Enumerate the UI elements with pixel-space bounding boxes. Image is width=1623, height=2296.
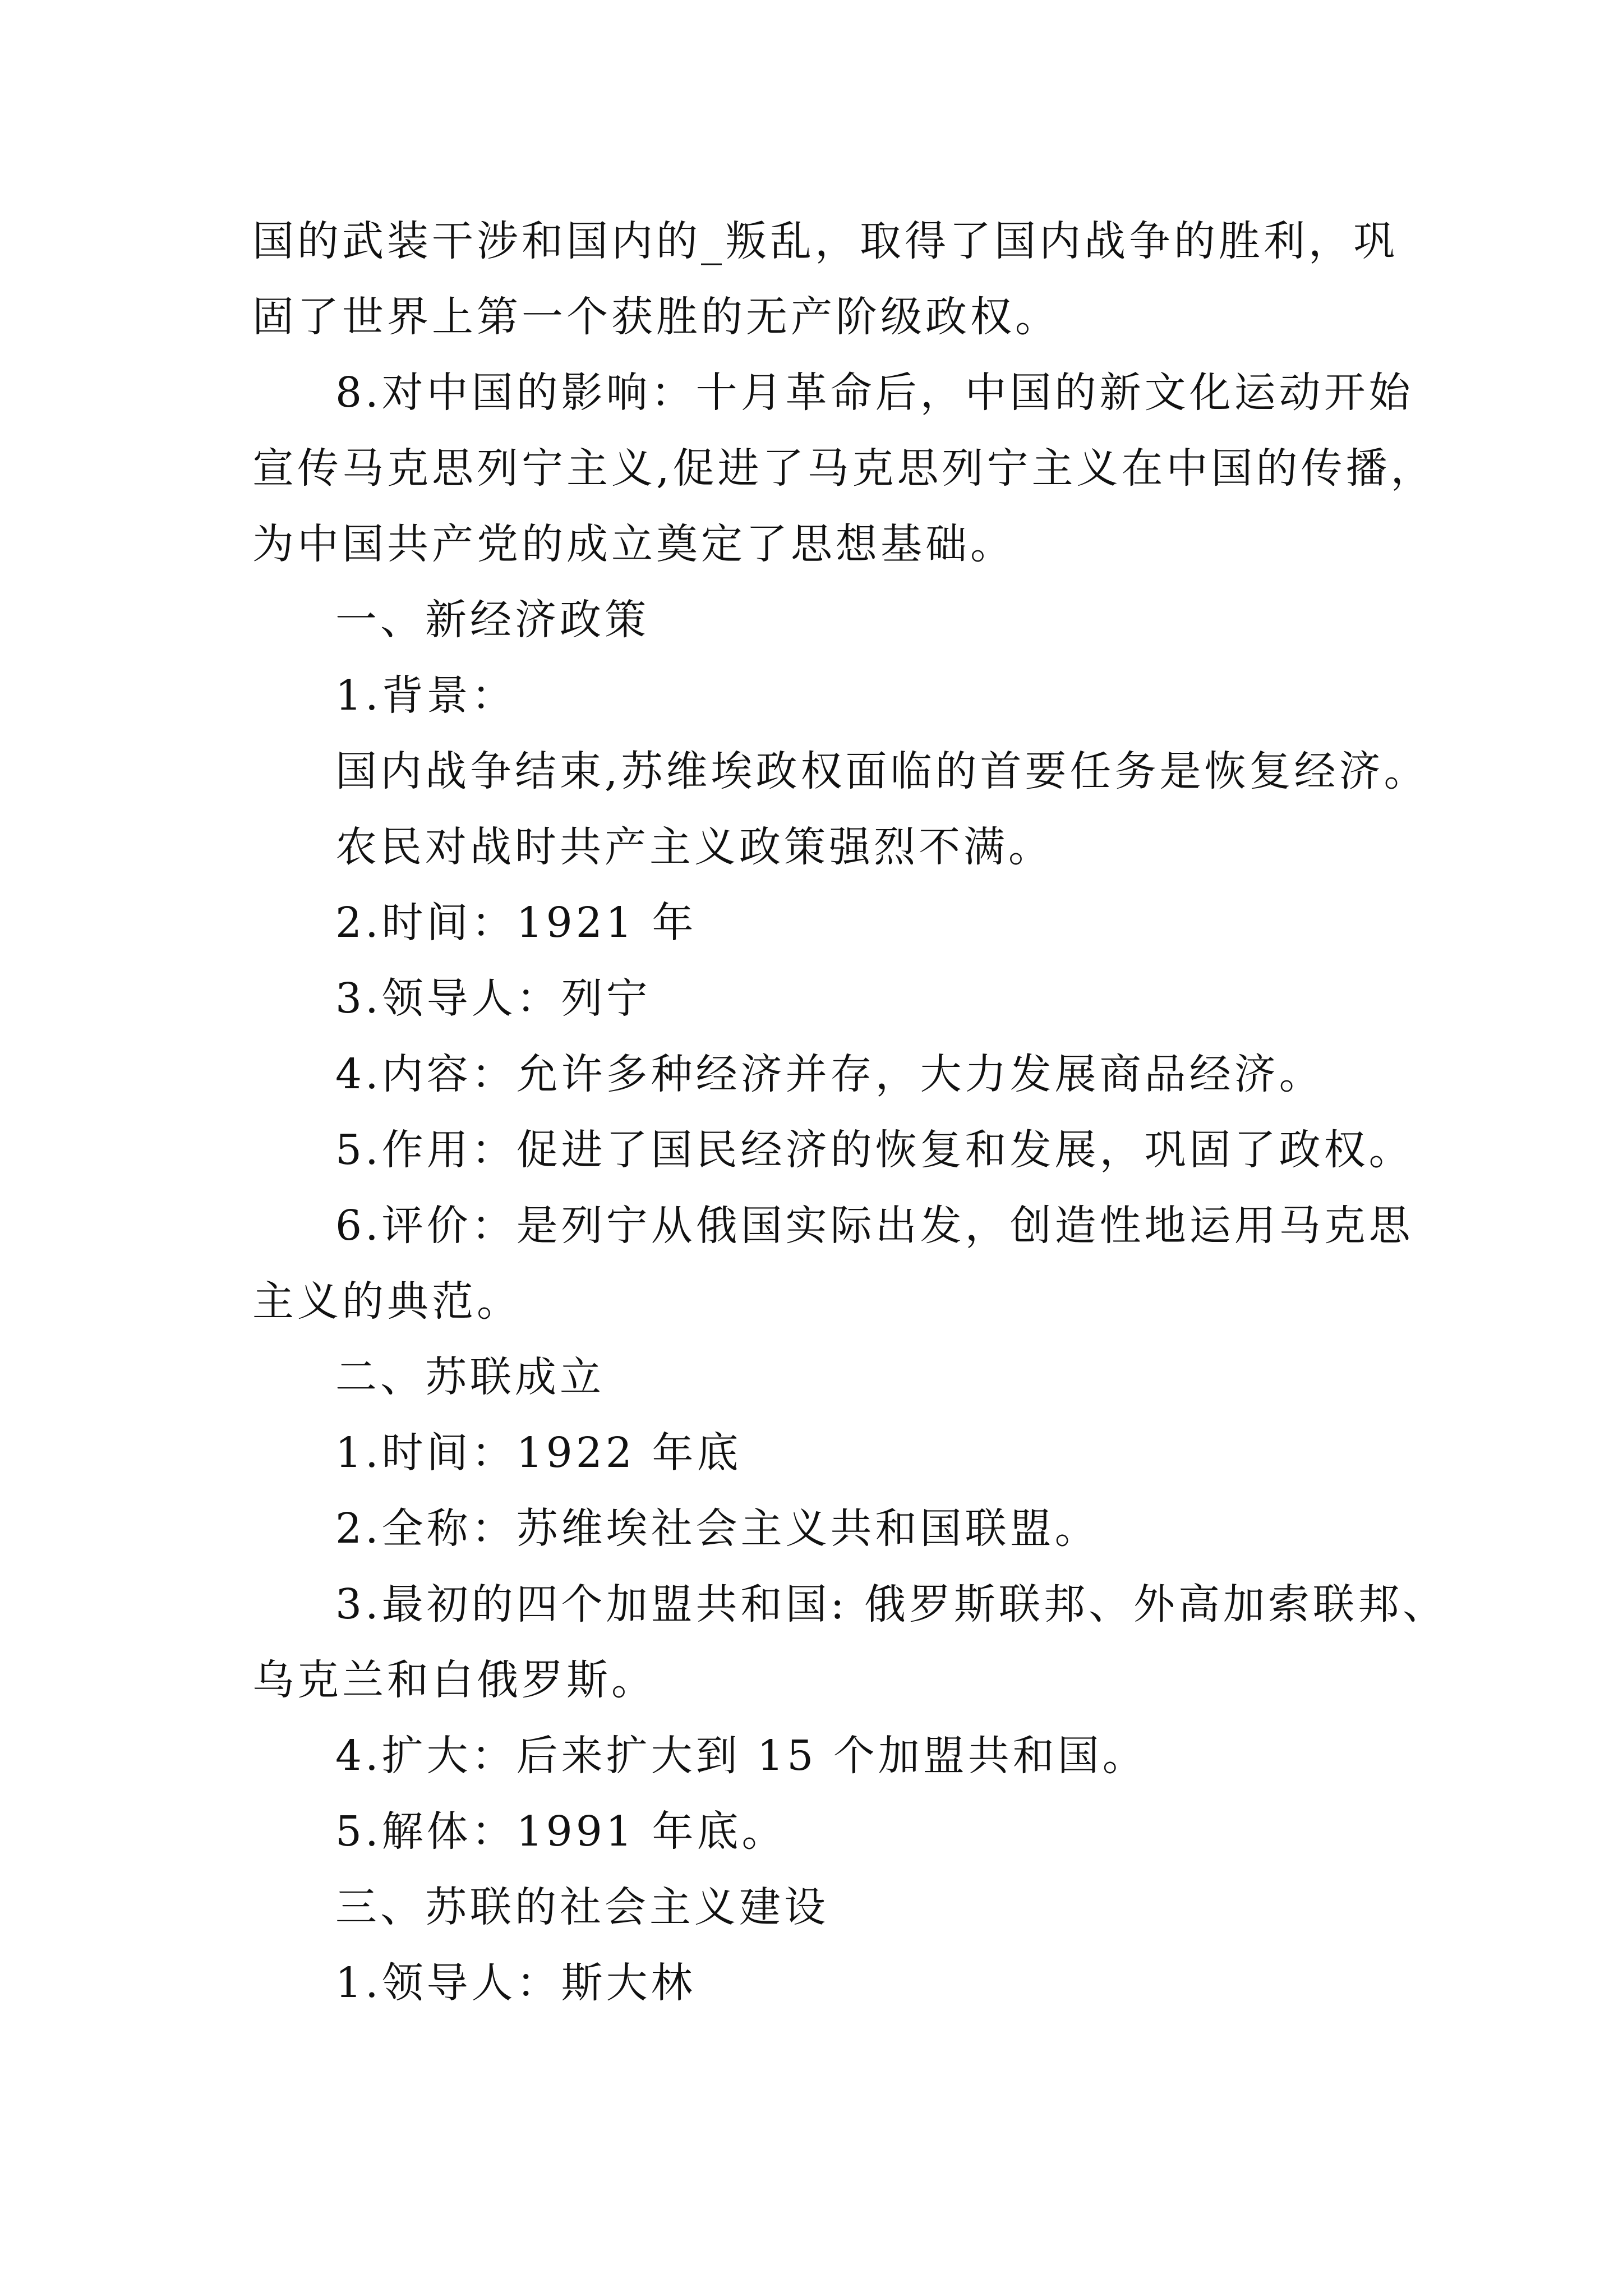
text-line: 1.背景： <box>335 671 517 720</box>
text-line: 农民对战时共产主义政策强烈不满。 <box>335 823 1053 871</box>
text-line: 5.解体：1991 年底。 <box>335 1807 787 1856</box>
section-heading: 一、新经济政策 <box>335 596 649 644</box>
text-line: 1.时间：1922 年底 <box>335 1429 742 1477</box>
text-line: 4.扩大：后来扩大到 15 个加盟共和国。 <box>335 1732 1147 1780</box>
text-line: 乌克兰和白俄罗斯。 <box>252 1656 656 1704</box>
text-line: 6.评价：是列宁从俄国实际出发，创造性地运用马克思 <box>335 1202 1414 1250</box>
section-heading: 二、苏联成立 <box>335 1353 605 1401</box>
text-line: 4.内容：允许多种经济并存，大力发展商品经济。 <box>335 1050 1324 1098</box>
section-heading: 三、苏联的社会主义建设 <box>335 1883 829 1931</box>
text-line: 主义的典范。 <box>252 1277 522 1326</box>
text-line: 5.作用：促进了国民经济的恢复和发展，巩固了政权。 <box>335 1126 1414 1174</box>
text-line: 1.领导人：斯大林 <box>335 1959 696 2007</box>
text-line: 2.全称：苏维埃社会主义共和国联盟。 <box>335 1504 1100 1553</box>
text-line: 2.时间：1921 年 <box>335 899 697 947</box>
text-line: 国的武装干涉和国内的_叛乱，取得了国内战争的胜利，巩 <box>252 217 1398 265</box>
text-line: 3.领导人：列宁 <box>335 974 651 1023</box>
text-line: 为中国共产党的成立奠定了思想基础。 <box>252 520 1015 568</box>
text-line: 固了世界上第一个获胜的无产阶级政权。 <box>252 293 1060 341</box>
text-line: 宣传马克思列宁主义,促进了马克思列宁主义在中国的传播， <box>252 444 1436 493</box>
text-line: 国内战争结束,苏维埃政权面临的首要任务是恢复经济。 <box>335 747 1429 795</box>
text-line: 3.最初的四个加盟共和国: 俄罗斯联邦、外高加索联邦、 <box>335 1580 1448 1628</box>
text-line: 8.对中国的影响：十月革命后，中国的新文化运动开始 <box>335 369 1414 417</box>
